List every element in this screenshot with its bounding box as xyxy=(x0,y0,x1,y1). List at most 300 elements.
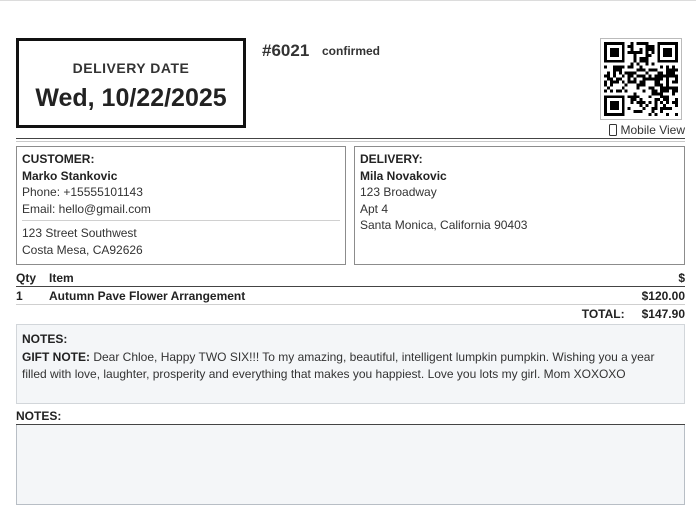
qr-module xyxy=(672,80,675,83)
customer-separator xyxy=(22,220,340,221)
qr-module xyxy=(648,75,651,78)
customer-box xyxy=(16,146,346,265)
qr-module xyxy=(640,98,643,101)
qr-module xyxy=(642,42,645,45)
qr-module xyxy=(628,66,631,69)
qr-module xyxy=(607,86,610,89)
qr-module xyxy=(640,69,643,72)
qr-module xyxy=(672,60,675,63)
qr-module xyxy=(648,54,651,57)
qr-module xyxy=(648,78,651,81)
qr-module xyxy=(619,78,622,81)
customer-address-line1: 123 Street Southwest xyxy=(22,226,137,240)
qr-module xyxy=(637,42,640,45)
header-divider-light xyxy=(16,141,685,142)
qr-module xyxy=(613,51,616,54)
qr-module xyxy=(631,80,634,83)
qr-module xyxy=(651,63,654,66)
mobile-view-label: Mobile View xyxy=(620,123,685,137)
qr-module xyxy=(610,80,613,83)
qr-module xyxy=(616,89,619,92)
qr-module xyxy=(640,51,643,54)
qr-module xyxy=(645,54,648,57)
qr-module xyxy=(640,48,643,51)
qr-module xyxy=(622,54,625,57)
qr-module xyxy=(666,75,669,78)
qr-module xyxy=(616,48,619,51)
recipient-address-line2: Apt 4 xyxy=(360,201,389,216)
qr-module xyxy=(616,66,619,69)
qr-module xyxy=(631,45,634,48)
qr-module xyxy=(669,54,672,57)
qr-module xyxy=(616,101,619,104)
qr-module xyxy=(654,83,657,86)
qr-module xyxy=(613,101,616,104)
qr-module xyxy=(610,42,613,45)
qr-module xyxy=(637,63,640,66)
qr-module xyxy=(675,75,678,78)
qr-module xyxy=(640,57,643,60)
qr-module xyxy=(666,66,669,69)
qr-module xyxy=(645,45,648,48)
qr-module xyxy=(640,80,643,83)
qr-module xyxy=(610,107,613,110)
row-qty: 1 xyxy=(16,288,23,303)
qr-module xyxy=(637,110,640,113)
qr-module xyxy=(669,51,672,54)
total-value: $147.90 xyxy=(641,306,685,321)
qr-module xyxy=(604,101,607,104)
recipient-address-line3: Santa Monica, California 90403 xyxy=(360,218,528,232)
qr-module xyxy=(663,48,666,51)
qr-module xyxy=(634,60,637,63)
qr-module xyxy=(660,72,663,75)
qr-module xyxy=(675,69,678,72)
qr-module xyxy=(616,104,619,107)
qr-module xyxy=(642,107,645,110)
qr-module xyxy=(631,95,634,98)
qr-module xyxy=(654,101,657,104)
qr-module xyxy=(645,72,648,75)
qr-module xyxy=(607,113,610,116)
qr-module xyxy=(675,57,678,60)
items-header-row xyxy=(16,269,685,286)
qr-module xyxy=(654,89,657,92)
qr-module xyxy=(622,98,625,101)
qr-module xyxy=(634,98,637,101)
qr-module xyxy=(610,78,613,81)
qr-module xyxy=(637,101,640,104)
qr-module xyxy=(640,42,643,45)
qr-module xyxy=(613,104,616,107)
qr-module xyxy=(634,110,637,113)
qr-module xyxy=(672,89,675,92)
qr-module xyxy=(604,95,607,98)
qr-module xyxy=(645,51,648,54)
qr-module xyxy=(675,80,678,83)
qr-module xyxy=(628,80,631,83)
gift-note xyxy=(22,349,679,383)
qr-module xyxy=(613,72,616,75)
qr-module xyxy=(654,98,657,101)
customer-name: Marko Stankovic xyxy=(22,168,118,183)
table-row xyxy=(16,287,685,304)
qr-module xyxy=(622,104,625,107)
qr-module xyxy=(622,107,625,110)
row-price: $120.00 xyxy=(641,288,685,303)
qr-module xyxy=(634,80,637,83)
qr-module xyxy=(675,86,678,89)
qr-module xyxy=(663,95,666,98)
qr-module xyxy=(654,104,657,107)
qr-module xyxy=(616,113,619,116)
qr-module xyxy=(648,101,651,104)
qr-module xyxy=(657,92,660,95)
qr-module xyxy=(625,83,628,86)
qr-module xyxy=(604,98,607,101)
qr-module xyxy=(631,63,634,66)
qr-module xyxy=(634,57,637,60)
qr-module xyxy=(619,60,622,63)
qr-module xyxy=(640,101,643,104)
qr-module xyxy=(651,78,654,81)
qr-module xyxy=(660,110,663,113)
qr-module xyxy=(660,42,663,45)
qr-module xyxy=(604,110,607,113)
qr-module xyxy=(675,51,678,54)
qr-module xyxy=(654,92,657,95)
qr-module xyxy=(625,72,628,75)
qr-module xyxy=(672,75,675,78)
qr-module xyxy=(622,66,625,69)
qr-module xyxy=(613,42,616,45)
qr-module xyxy=(616,51,619,54)
notes-section-heading: NOTES: xyxy=(16,409,62,423)
qr-module xyxy=(663,89,666,92)
qr-module xyxy=(666,98,669,101)
qr-module xyxy=(651,89,654,92)
qr-module xyxy=(616,69,619,72)
qr-module xyxy=(604,104,607,107)
qr-module xyxy=(619,72,622,75)
qr-module xyxy=(657,72,660,75)
qr-module xyxy=(672,101,675,104)
qr-module xyxy=(616,107,619,110)
qr-module xyxy=(657,42,660,45)
qr-module xyxy=(631,66,634,69)
qr-module xyxy=(666,51,669,54)
qr-module xyxy=(642,69,645,72)
qr-module xyxy=(660,95,663,98)
qr-module xyxy=(610,54,613,57)
qr-module xyxy=(648,69,651,72)
qr-module xyxy=(619,113,622,116)
qr-module xyxy=(604,75,607,78)
qr-module xyxy=(660,75,663,78)
qr-module xyxy=(666,83,669,86)
qr-module xyxy=(666,107,669,110)
qr-module xyxy=(637,51,640,54)
qr-module xyxy=(663,104,666,107)
qr-module xyxy=(666,113,669,116)
qr-module xyxy=(616,78,619,81)
qr-module xyxy=(604,66,607,69)
qr-module xyxy=(610,60,613,63)
qr-module xyxy=(640,60,643,63)
qr-module xyxy=(610,51,613,54)
qr-module xyxy=(675,113,678,116)
qr-module xyxy=(675,42,678,45)
qr-module xyxy=(619,89,622,92)
qr-module xyxy=(610,48,613,51)
qr-module xyxy=(616,60,619,63)
qr-module xyxy=(604,42,607,45)
qr-module xyxy=(613,107,616,110)
qr-module xyxy=(628,51,631,54)
qr-module xyxy=(640,75,643,78)
qr-module xyxy=(616,54,619,57)
qr-module xyxy=(642,75,645,78)
qr-module xyxy=(607,78,610,81)
qr-module xyxy=(622,48,625,51)
qr-module xyxy=(672,42,675,45)
qr-module xyxy=(654,69,657,72)
qr-module xyxy=(631,101,634,104)
order-status: confirmed xyxy=(322,44,381,58)
qr-module xyxy=(610,113,613,116)
notes-textarea[interactable] xyxy=(16,425,685,505)
qr-module xyxy=(666,95,669,98)
qr-module xyxy=(634,72,637,75)
qr-module xyxy=(622,57,625,60)
row-item: Autumn Pave Flower Arrangement xyxy=(49,288,246,303)
qr-module xyxy=(642,57,645,60)
qr-module xyxy=(663,107,666,110)
qr-module xyxy=(604,113,607,116)
qr-module xyxy=(654,75,657,78)
qr-module xyxy=(660,101,663,104)
qr-module xyxy=(619,69,622,72)
mobile-view-link[interactable] xyxy=(609,123,685,137)
qr-module xyxy=(613,113,616,116)
qr-module xyxy=(675,45,678,48)
qr-module xyxy=(651,45,654,48)
qr-module xyxy=(660,92,663,95)
qr-module xyxy=(666,89,669,92)
qr-module xyxy=(613,48,616,51)
qr-module xyxy=(663,86,666,89)
delivery-heading: DELIVERY: xyxy=(360,152,423,166)
customer-email: Email: hello@gmail.com xyxy=(22,201,151,216)
items-table xyxy=(16,269,685,322)
qr-module xyxy=(648,48,651,51)
qr-module xyxy=(666,48,669,51)
qr-module xyxy=(622,95,625,98)
qr-module xyxy=(663,54,666,57)
qr-module xyxy=(604,107,607,110)
qr-module xyxy=(648,45,651,48)
qr-code[interactable] xyxy=(600,38,682,120)
qr-module xyxy=(625,89,628,92)
qr-module xyxy=(622,110,625,113)
qr-module xyxy=(651,86,654,89)
qr-module xyxy=(663,98,666,101)
qr-module xyxy=(610,83,613,86)
qr-module xyxy=(675,60,678,63)
qr-module xyxy=(634,51,637,54)
qr-module xyxy=(631,48,634,51)
qr-module xyxy=(622,113,625,116)
qr-module xyxy=(660,66,663,69)
qr-module xyxy=(637,75,640,78)
qr-module xyxy=(622,101,625,104)
qr-module xyxy=(663,51,666,54)
qr-module xyxy=(628,78,631,81)
qr-module xyxy=(613,66,616,69)
qr-module xyxy=(669,75,672,78)
qr-module xyxy=(622,75,625,78)
qr-module xyxy=(672,86,675,89)
qr-module xyxy=(616,95,619,98)
qr-module xyxy=(628,95,631,98)
qr-module xyxy=(642,83,645,86)
qr-module xyxy=(660,78,663,81)
qr-module xyxy=(619,66,622,69)
qr-module xyxy=(669,48,672,51)
qr-module xyxy=(660,107,663,110)
qr-module xyxy=(645,104,648,107)
qr-module xyxy=(660,60,663,63)
qr-module xyxy=(660,86,663,89)
qr-module xyxy=(657,48,660,51)
qr-module xyxy=(657,54,660,57)
delivery-date-label: DELIVERY DATE xyxy=(72,60,190,76)
qr-module xyxy=(645,60,648,63)
recipient-address-line1: 123 Broadway xyxy=(360,185,437,199)
notes-heading: NOTES: xyxy=(22,332,68,346)
total-label: TOTAL: xyxy=(581,306,625,321)
qr-module xyxy=(613,75,616,78)
qr-module xyxy=(666,60,669,63)
qr-module xyxy=(669,69,672,72)
qr-module xyxy=(610,89,613,92)
qr-module xyxy=(616,42,619,45)
qr-module xyxy=(648,113,651,116)
qr-module xyxy=(604,60,607,63)
qr-module xyxy=(654,113,657,116)
qty-header: Qty xyxy=(16,270,37,285)
qr-module xyxy=(628,107,631,110)
qr-module xyxy=(669,72,672,75)
qr-module xyxy=(640,110,643,113)
qr-module xyxy=(675,78,678,81)
qr-module xyxy=(657,60,660,63)
qr-module xyxy=(607,60,610,63)
top-rule xyxy=(0,0,696,1)
delivery-date-box xyxy=(16,38,246,128)
qr-module xyxy=(642,78,645,81)
qr-module xyxy=(642,101,645,104)
qr-module xyxy=(675,101,678,104)
qr-module xyxy=(613,80,616,83)
qr-module xyxy=(660,83,663,86)
qr-module xyxy=(631,75,634,78)
qr-module xyxy=(607,42,610,45)
qr-module xyxy=(651,92,654,95)
qr-module xyxy=(604,80,607,83)
qr-module xyxy=(666,72,669,75)
qr-module xyxy=(657,45,660,48)
qr-module xyxy=(660,89,663,92)
qr-module xyxy=(654,80,657,83)
qr-module xyxy=(663,60,666,63)
gift-notes-box xyxy=(16,324,685,404)
phone-icon xyxy=(609,124,617,136)
qr-module xyxy=(672,69,675,72)
qr-module xyxy=(648,86,651,89)
qr-module xyxy=(666,80,669,83)
qr-module xyxy=(622,42,625,45)
qr-module xyxy=(607,75,610,78)
qr-module xyxy=(657,80,660,83)
qr-code-graphic xyxy=(604,42,678,116)
qr-module xyxy=(675,54,678,57)
qr-module xyxy=(648,95,651,98)
qr-module xyxy=(657,98,660,101)
delivery-date-value: Wed, 10/22/2025 xyxy=(35,84,227,112)
qr-module xyxy=(607,72,610,75)
qr-module xyxy=(663,42,666,45)
qr-module xyxy=(604,45,607,48)
qr-module xyxy=(622,51,625,54)
qr-module xyxy=(613,95,616,98)
customer-phone: Phone: +15555101143 xyxy=(22,185,143,199)
qr-module xyxy=(666,101,669,104)
customer-heading: CUSTOMER: xyxy=(22,152,95,166)
qr-module xyxy=(640,66,643,69)
qr-module xyxy=(666,42,669,45)
qr-module xyxy=(645,63,648,66)
qr-module xyxy=(634,92,637,95)
qr-module xyxy=(604,83,607,86)
qr-module xyxy=(666,69,669,72)
qr-module xyxy=(628,75,631,78)
qr-module xyxy=(619,42,622,45)
gift-note-label: GIFT NOTE: xyxy=(22,350,90,364)
qr-module xyxy=(669,42,672,45)
qr-module xyxy=(622,80,625,83)
qr-module xyxy=(645,57,648,60)
qr-module xyxy=(675,98,678,101)
qr-module xyxy=(637,83,640,86)
qr-module xyxy=(607,95,610,98)
qr-module xyxy=(669,107,672,110)
qr-module xyxy=(622,60,625,63)
qr-module xyxy=(675,48,678,51)
price-header: $ xyxy=(678,270,685,285)
qr-module xyxy=(628,45,631,48)
qr-module xyxy=(645,48,648,51)
qr-module xyxy=(631,72,634,75)
qr-module xyxy=(604,54,607,57)
qr-module xyxy=(654,78,657,81)
qr-module xyxy=(631,42,634,45)
qr-module xyxy=(651,51,654,54)
qr-module xyxy=(622,45,625,48)
qr-module xyxy=(613,60,616,63)
qr-module xyxy=(622,86,625,89)
qr-module xyxy=(669,86,672,89)
